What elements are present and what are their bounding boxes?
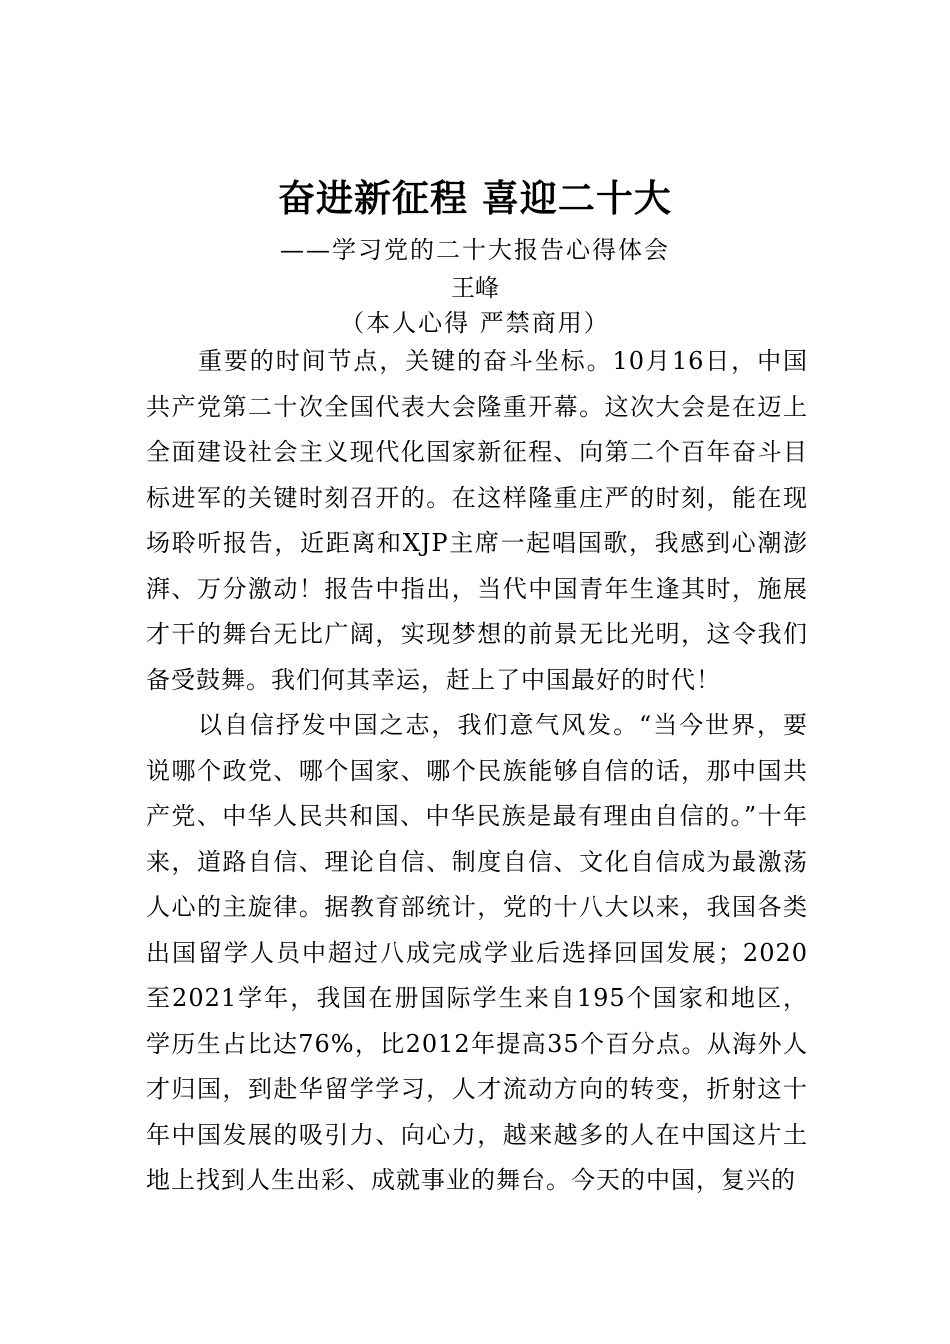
paragraph-2: 以自信抒发中国之志，我们意气风发。“当今世界，要说哪个政党、哪个国家、哪个民族能够自信的话，那中国共产党、中华人民共和国、中华民族是最有理由自信的。”十年来，道路自信、理论自信、制度自信、文化自信成为最激荡人心的主旋律。据教育部统计，党的十八大以来，我国各类出国留学人员中超过八成完成学业后选择回国发展；2020至2021学年，我国在册国际学生来自195个国家和地区，学历生占比达76%，比2012年提高35个百分点。从海外人才归国，到赴华留学学习，人才流动方向的转变，折射这十年中国发展的吸引力、向心力，越来越多的人在中国这片土地上找到人生出彩、成就事业的舞台。今天的中国，复兴的 [146, 711, 808, 1194]
usage-note: （本人心得 严禁商用） [340, 309, 610, 337]
paragraph-1: 重要的时间节点，关键的奋斗坐标。10月16日，中国共产党第二十次全国代表大会隆重开幕。这次大会是在迈上全面建设社会主义现代化国家新征程、向第二个百年奋斗目标进军的关键时刻召开的。在这样隆重庄严的时刻，能在现场聆听报告，近距离和XJP主席一起唱国歌，我感到心潮澎湃、万分激动！报告中指出，当代中国青年生逢其时，施展才干的舞台无比广阔，实现梦想的前景无比光明，这令我们备受鼓舞。我们何其幸运，赶上了中国最好的时代！ [146, 347, 808, 694]
body-text [146, 339, 808, 1204]
document-title: 奋进新征程 喜迎二十大 [278, 176, 672, 220]
author-name: 王峰 [451, 274, 499, 302]
document-subtitle: ——学习党的二十大报告心得体会 [280, 236, 670, 264]
